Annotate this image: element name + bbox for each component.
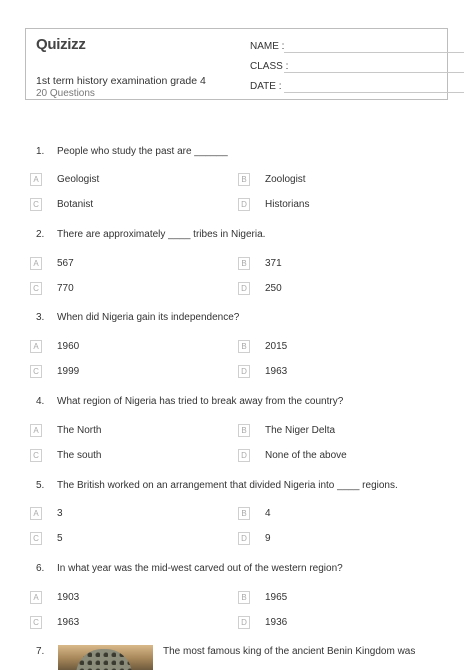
option-text: 1903 — [57, 592, 80, 603]
option-letter-box: D — [238, 282, 250, 295]
option-letter-box: C — [30, 449, 42, 462]
quizizz-logo: Quizizz — [36, 36, 86, 53]
question-number: 1. — [36, 146, 45, 157]
option-letter-box: D — [238, 198, 250, 211]
option-letter-box: D — [238, 616, 250, 629]
question-text: What region of Nigeria has tried to break away from the country? — [57, 396, 344, 407]
option-text: Botanist — [57, 199, 94, 210]
option-text: 2015 — [265, 341, 288, 352]
option-text: 371 — [265, 258, 282, 269]
option-letter-box: B — [238, 173, 250, 186]
question-number: 2. — [36, 229, 45, 240]
option-letter-box: A — [30, 507, 42, 520]
question-number: 7. — [36, 646, 45, 657]
option-text: 5 — [57, 533, 63, 544]
option-letter-box: B — [238, 340, 250, 353]
class-field[interactable] — [250, 61, 288, 72]
option-letter-box: B — [238, 591, 250, 604]
option-letter-box: C — [30, 198, 42, 211]
question-number: 6. — [36, 563, 45, 574]
option-text: 3 — [57, 508, 63, 519]
option-text: 1999 — [57, 366, 80, 377]
option-text: 4 — [265, 508, 271, 519]
option-text: None of the above — [265, 450, 347, 461]
question-text: There are approximately ____ tribes in Nigeria. — [57, 229, 266, 240]
option-letter-box: C — [30, 282, 42, 295]
class-line — [284, 72, 464, 73]
question-number: 4. — [36, 396, 45, 407]
option-letter-box: B — [238, 424, 250, 437]
option-letter-box: B — [238, 257, 250, 270]
option-text: 1960 — [57, 341, 80, 352]
question-count: 20 Questions — [36, 88, 95, 99]
option-letter-box: D — [238, 365, 250, 378]
benin-artifact-image — [76, 649, 132, 670]
name-line — [284, 52, 464, 53]
option-letter-box: D — [238, 532, 250, 545]
option-text: 1963 — [57, 617, 80, 628]
option-letter-box: A — [30, 340, 42, 353]
option-text: The south — [57, 450, 102, 461]
question-number: 5. — [36, 480, 45, 491]
option-letter-box: C — [30, 616, 42, 629]
option-letter-box: A — [30, 173, 42, 186]
option-letter-box: C — [30, 365, 42, 378]
option-letter-box: A — [30, 591, 42, 604]
option-text: 1936 — [265, 617, 288, 628]
option-text: Zoologist — [265, 174, 306, 185]
date-line — [284, 92, 464, 93]
worksheet-header — [25, 28, 448, 100]
question-number: 3. — [36, 312, 45, 323]
question-text: The British worked on an arrangement that divided Nigeria into ____ regions. — [57, 480, 398, 491]
option-letter-box: D — [238, 449, 250, 462]
option-text: 567 — [57, 258, 74, 269]
option-text: 1963 — [265, 366, 288, 377]
date-label: DATE : — [250, 81, 282, 92]
class-label: CLASS : — [250, 61, 289, 72]
question-text: When did Nigeria gain its independence? — [57, 312, 240, 323]
question-text: In what year was the mid-west carved out of the western region? — [57, 563, 343, 574]
option-text: The Niger Delta — [265, 425, 336, 436]
option-text: Geologist — [57, 174, 100, 185]
option-text: Historians — [265, 199, 310, 210]
option-letter-box: B — [238, 507, 250, 520]
option-text: 250 — [265, 283, 282, 294]
option-letter-box: A — [30, 257, 42, 270]
worksheet-title: 1st term history examination grade 4 — [36, 75, 206, 87]
option-text: 770 — [57, 283, 74, 294]
question-image — [58, 645, 153, 670]
option-letter-box: A — [30, 424, 42, 437]
question-text: The most famous king of the ancient Benin Kingdom was — [163, 646, 416, 657]
option-letter-box: C — [30, 532, 42, 545]
option-text: 9 — [265, 533, 271, 544]
question-text: People who study the past are ______ — [57, 146, 228, 157]
option-text: The North — [57, 425, 102, 436]
name-field[interactable] — [250, 41, 284, 52]
option-text: 1965 — [265, 592, 288, 603]
date-field[interactable] — [250, 81, 281, 92]
name-label: NAME : — [250, 41, 285, 52]
